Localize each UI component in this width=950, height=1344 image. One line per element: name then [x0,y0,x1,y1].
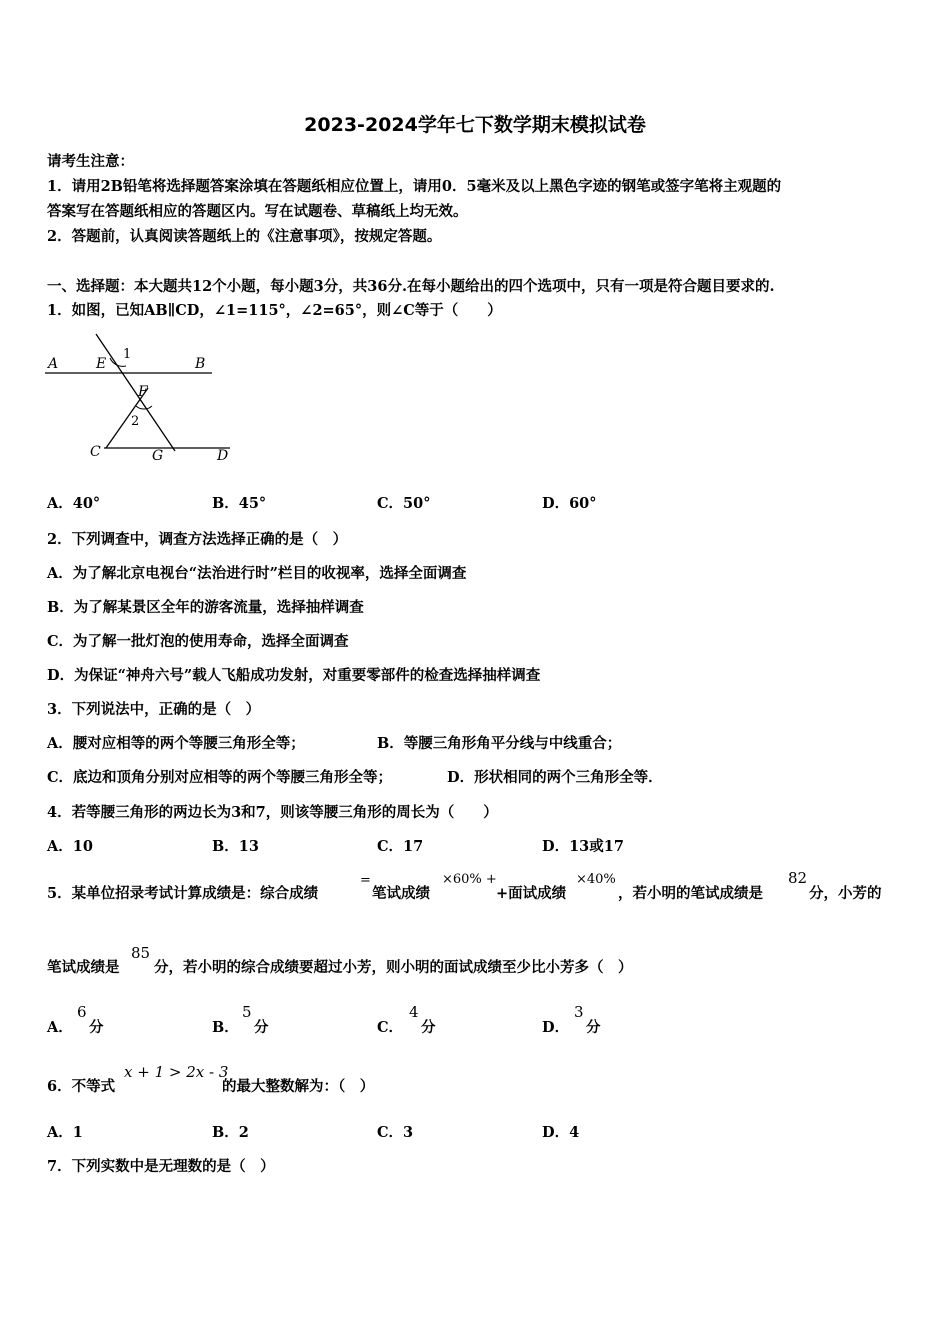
q3-option-a: A．腰对应相等的两个等腰三角形全等； [47,735,305,752]
q5-option-c-label: C． [377,1019,404,1036]
q2-option-d: D．为保证“神舟六号”载人飞船成功发射，对重要零部件的检查选择抽样调查 [47,667,541,684]
label-c: C [90,444,101,460]
notice-item-2: 2．答题前，认真阅读答题纸上的《注意事项》，按规定答题。 [47,228,442,245]
q1-option-d: D．60° [542,495,597,512]
q6-option-a: A．1 [47,1124,83,1141]
notice-heading: 请考生注意： [47,153,134,170]
q4-option-a: A．10 [47,838,93,855]
q3-option-c: C．底边和顶角分别对应相等的两个等腰三角形全等； [47,769,393,786]
q1-option-c: C．50° [377,495,431,512]
q5-text-5: 分，小芳的 [809,885,882,902]
q3-option-d: D．形状相同的两个三角形全等． [447,769,663,786]
transversal-eg [96,334,175,451]
q4-option-b: B．13 [212,838,259,855]
label-d: D [217,448,229,464]
q5-option-c-num: 4 [409,1003,419,1021]
label-2: 2 [131,414,140,429]
q1-stem: 1．如图，已知AB∥CD，∠1=115°，∠2=65°，则∠C等于（ ） [47,302,502,319]
q5-score-82: 82 [788,869,808,887]
q5-option-a-label: A． [47,1019,73,1036]
q1-figure [40,328,240,468]
q5-weight-60: ×60% + [442,872,497,887]
q5-weight-40: ×40% [576,872,616,887]
q5-line2-text-2: 分，若小明的综合成绩要超过小芳，则小明的面试成绩至少比小芳多（ ） [154,959,633,976]
q5-option-b-num: 5 [242,1003,252,1021]
q5-text-1: 5．某单位招录考试计算成绩是：综合成绩 [47,885,319,902]
q2-option-a: A．为了解北京电视台“法治进行时”栏目的收视率，选择全面调查 [47,565,467,582]
q5-option-d-unit: 分 [586,1019,601,1036]
q1-option-a: A．40° [47,495,101,512]
q5-option-a-unit: 分 [89,1019,104,1036]
q3-stem: 3．下列说法中，正确的是（ ） [47,701,261,718]
label-1: 1 [123,347,132,362]
q2-option-c: C．为了解一批灯泡的使用寿命，选择全面调查 [47,633,349,650]
page-title: 2023-2024学年七下数学期末模拟试卷 [304,114,646,136]
q3-option-b: B．等腰三角形角平分线与中线重合； [377,735,622,752]
q6-option-d: D．4 [542,1124,580,1141]
q6-text-1: 6．不等式 [47,1078,116,1095]
q5-option-b-label: B． [212,1019,239,1036]
q5-line2-text-1: 笔试成绩是 [47,959,120,976]
q4-option-c: C．17 [377,838,424,855]
q6-option-c: C．3 [377,1124,414,1141]
q5-option-d-num: 3 [574,1003,584,1021]
q6-option-b: B．2 [212,1124,249,1141]
notice-item-1-cont: 答案写在答题纸相应的答题区内。写在试题卷、草稿纸上均无效。 [47,203,468,220]
label-a: A [48,356,59,372]
label-g: G [152,448,164,464]
angle-2-arc [136,406,152,409]
label-b: B [195,356,206,372]
label-f: F [138,384,148,400]
q5-text-2: 笔试成绩 [372,885,430,902]
q6-text-2: 的最大整数解为：（ ） [222,1078,375,1095]
q5-text-3: +面试成绩 [496,885,567,902]
q2-option-b: B．为了解某景区全年的游客流量，选择抽样调查 [47,599,364,616]
q5-equals: = [360,873,371,888]
q5-option-b-unit: 分 [254,1019,269,1036]
q4-stem: 4．若等腰三角形的两边长为3和7，则该等腰三角形的周长为（ ） [47,804,498,821]
q4-option-d: D．13或17 [542,838,624,855]
q5-option-d-label: D． [542,1019,570,1036]
section-1-heading: 一、选择题：本大题共12个小题，每小题3分，共36分.在每小题给出的四个选项中，只有一项是符合题目要求的. [47,278,775,295]
q5-option-a-num: 6 [77,1003,87,1021]
q5-option-c-unit: 分 [421,1019,436,1036]
q6-inequality: x + 1 > 2x - 3 [124,1063,229,1081]
q5-score-85: 85 [131,944,151,962]
q1-option-b: B．45° [212,495,267,512]
q7-stem: 7．下列实数中是无理数的是（ ） [47,1158,275,1175]
q2-stem: 2．下列调查中，调查方法选择正确的是（ ） [47,531,348,548]
label-e: E [96,356,107,372]
q5-text-4: ，若小明的笔试成绩是 [618,885,763,902]
notice-item-1: 1．请用2B铅笔将选择题答案涂填在答题纸相应位置上，请用0．5毫米及以上黑色字迹的钢笔或签字笔将主观题的 [47,178,782,195]
